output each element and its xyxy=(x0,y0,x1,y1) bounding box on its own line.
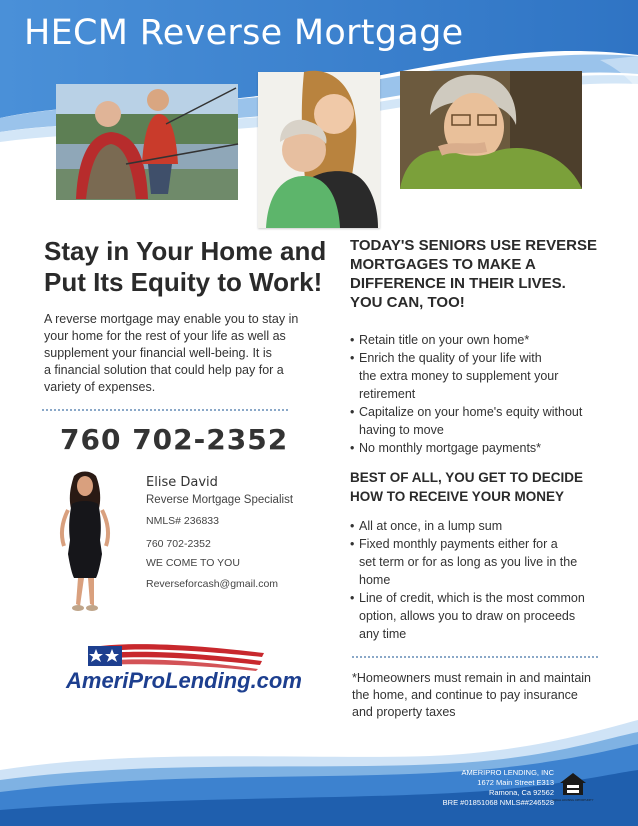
equal-housing-icon xyxy=(552,771,594,803)
list-item-text: • Line of credit, which is the most common xyxy=(359,591,585,605)
seniors-headline-line: YOU CAN, TOO! xyxy=(350,294,465,311)
company-city: Ramona, Ca 92562 xyxy=(488,788,554,797)
intro-line: your home for the rest of your life as well as xyxy=(44,329,286,343)
intro-line: supplement your financial well-being. It is xyxy=(44,346,272,360)
list-item xyxy=(350,331,620,349)
payment-options-list xyxy=(350,517,620,643)
list-item-text: the extra money to supplement your xyxy=(359,369,559,383)
list-item-text: home xyxy=(359,573,391,587)
main-headline-line-2: Put Its Equity to Work! xyxy=(44,267,323,297)
photo-grandmother-granddaughter xyxy=(258,72,380,228)
list-item-text: • Retain title on your own home* xyxy=(359,333,530,347)
list-item-text: having to move xyxy=(359,423,444,437)
photo-grandfather-grandson-fishing xyxy=(56,84,238,200)
list-item-text: • No monthly mortgage payments* xyxy=(359,441,542,455)
seniors-headline xyxy=(350,236,630,312)
list-item xyxy=(350,535,620,589)
list-item-text: • Capitalize on your home's equity without xyxy=(359,405,583,419)
intro-line: a financial solution that could help pay for a xyxy=(44,363,284,377)
svg-text:EQUAL HOUSING OPPORTUNITY: EQUAL HOUSING OPPORTUNITY xyxy=(552,799,594,802)
agent-phone[interactable]: 760 702-2352 xyxy=(146,538,211,550)
main-headline xyxy=(44,236,344,298)
agent-nmls: NMLS# 236833 xyxy=(146,515,219,527)
list-item-text: • Enrich the quality of your life with xyxy=(359,351,542,365)
agent-photo xyxy=(54,470,116,618)
company-name: AMERIPRO LENDING, INC xyxy=(461,768,554,777)
list-item xyxy=(350,439,620,457)
seniors-headline-line: MORTGAGES TO MAKE A xyxy=(350,256,536,273)
photo-smiling-senior-woman xyxy=(400,71,582,189)
company-street: 1672 Main Street E313 xyxy=(477,778,554,787)
ameripro-lending-logo xyxy=(66,641,302,693)
options-headline xyxy=(350,468,630,506)
main-headline-line-1: Stay in Your Home and xyxy=(44,236,327,266)
list-item-text: • All at once, in a lump sum xyxy=(359,519,503,533)
list-item-text: retirement xyxy=(359,387,416,401)
note-line: and property taxes xyxy=(352,705,456,719)
list-item xyxy=(350,403,620,439)
seniors-headline-line: DIFFERENCE IN THEIR LIVES. xyxy=(350,275,566,292)
company-license: BRE #01851068 NMLS##246528 xyxy=(442,798,554,807)
seniors-headline-line: TODAY'S SENIORS USE REVERSE xyxy=(350,237,597,254)
list-item-text: set term or for as long as you live in the xyxy=(359,555,578,569)
note-line: the home, and continue to pay insurance xyxy=(352,688,578,702)
agent-tagline: WE COME TO YOU xyxy=(146,557,240,569)
list-item xyxy=(350,517,620,535)
list-item xyxy=(350,589,620,643)
benefits-list xyxy=(350,331,620,457)
dotted-divider xyxy=(42,409,288,411)
dotted-divider xyxy=(352,656,598,658)
list-item xyxy=(350,349,620,403)
intro-line: variety of expenses. xyxy=(44,380,156,394)
intro-line: A reverse mortgage may enable you to stay in xyxy=(44,312,299,326)
company-address xyxy=(443,768,554,808)
intro-paragraph xyxy=(44,311,329,396)
page-title: HECM Reverse Mortgage xyxy=(24,13,464,53)
options-headline-line: HOW TO RECEIVE YOUR MONEY xyxy=(350,489,565,504)
list-item-text: option, allows you to draw on proceeds xyxy=(359,609,576,623)
phone-number-large: 760 702-2352 xyxy=(60,423,289,456)
options-headline-line: BEST OF ALL, YOU GET TO DECIDE xyxy=(350,470,584,485)
logo-wordmark: AmeriProLending.com xyxy=(66,668,302,693)
agent-name: Elise David xyxy=(146,475,218,490)
list-item-text: • Fixed monthly payments either for a xyxy=(359,537,558,551)
list-item-text: any time xyxy=(359,627,407,641)
agent-title: Reverse Mortgage Specialist xyxy=(146,494,294,506)
note-line: *Homeowners must remain in and maintain xyxy=(352,671,591,685)
agent-email[interactable]: Reverseforcash@gmail.com xyxy=(146,578,279,590)
